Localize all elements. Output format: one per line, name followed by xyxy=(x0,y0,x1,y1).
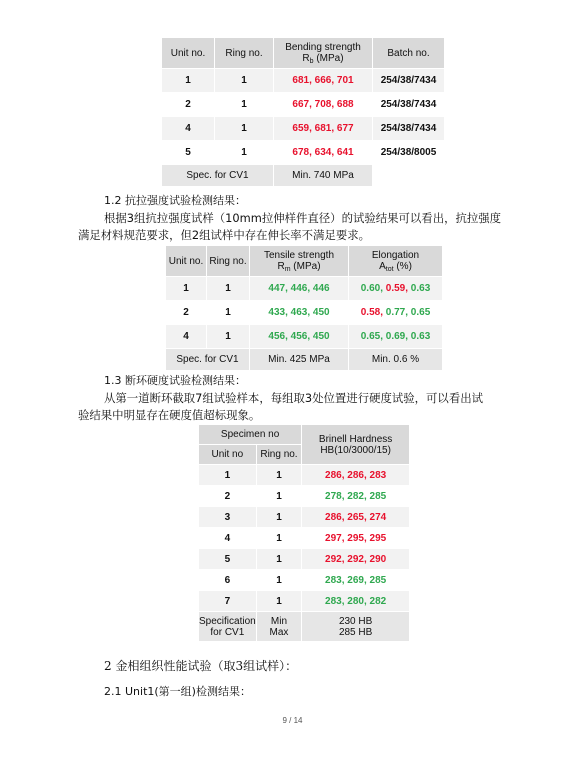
table-row xyxy=(199,486,410,507)
brinell-method: HB(10/3000/15) xyxy=(320,444,391,456)
spec-value-cell: Min. 740 MPa xyxy=(274,165,373,187)
ring-cell: 1 xyxy=(215,93,274,117)
table-row xyxy=(199,528,410,549)
ring-cell: 1 xyxy=(215,69,274,93)
section-2-1-subtitle: 2.1 Unit1(第一组)检测结果： xyxy=(104,685,251,698)
bending-unit: (MPa) xyxy=(313,52,344,64)
table-row xyxy=(166,301,443,325)
spec-row xyxy=(162,165,445,187)
header-tensile-strength xyxy=(250,246,349,277)
spec-label-cell xyxy=(199,612,257,642)
ring-cell: 1 xyxy=(256,486,302,507)
spec-empty-cell xyxy=(373,165,445,187)
unit-cell: 1 xyxy=(166,277,207,301)
tensile-title: Tensile strength xyxy=(263,249,335,261)
ring-cell: 1 xyxy=(256,591,302,612)
unit-cell: 4 xyxy=(199,528,257,549)
hardness-values-cell: 286, 265, 274 xyxy=(302,507,410,528)
section-1-2-line2: 满足材料规范要求，但2组试样中存在伸长率不满足要求。 xyxy=(78,228,371,242)
batch-cell: 254/38/7434 xyxy=(373,117,445,141)
unit-cell: 2 xyxy=(162,93,215,117)
header-ring-no: Ring no. xyxy=(215,38,274,69)
tensile-strength-table xyxy=(165,245,443,371)
header-brinell-hardness xyxy=(302,425,410,465)
spec-label-cell: Spec. for CV1 xyxy=(166,349,250,371)
hardness-values-cell: 286, 286, 283 xyxy=(302,465,410,486)
table-row xyxy=(162,93,445,117)
elongation-value: 0.77, xyxy=(385,307,409,318)
ring-cell: 1 xyxy=(256,549,302,570)
table-row xyxy=(166,325,443,349)
elongation-value: 0.65, xyxy=(360,331,383,342)
unit-cell: 7 xyxy=(199,591,257,612)
ring-cell: 1 xyxy=(207,325,250,349)
elongation-value: 0.58, xyxy=(360,307,383,318)
unit-cell: 5 xyxy=(162,141,215,165)
unit-cell: 6 xyxy=(199,570,257,591)
unit-cell: 1 xyxy=(199,465,257,486)
elongation-value: 0.59, xyxy=(385,283,409,294)
elongation-unit: (%) xyxy=(393,260,412,272)
bending-values-cell: 659, 681, 677 xyxy=(274,117,373,141)
elongation-symbol: A xyxy=(379,260,386,272)
elongation-value: 0.60, xyxy=(360,283,383,294)
min-label: Min xyxy=(270,615,288,627)
ring-cell: 1 xyxy=(215,117,274,141)
ring-cell: 1 xyxy=(256,465,302,486)
header-ring-no: Ring no. xyxy=(207,246,250,277)
header-unit-no: Unit no. xyxy=(166,246,207,277)
table-row xyxy=(166,277,443,301)
batch-cell: 254/38/7434 xyxy=(373,93,445,117)
batch-cell: 254/38/7434 xyxy=(373,69,445,93)
elongation-value: 0.69, xyxy=(385,331,409,342)
table-row xyxy=(162,141,445,165)
tensile-unit: (MPa) xyxy=(290,260,321,272)
unit-cell: 4 xyxy=(166,325,207,349)
table-row xyxy=(199,507,410,528)
brinell-hardness-table xyxy=(198,424,410,642)
unit-cell: 3 xyxy=(199,507,257,528)
spec-label-line2: for CV1 xyxy=(210,626,245,638)
batch-cell: 254/38/8005 xyxy=(373,141,445,165)
table-row xyxy=(199,549,410,570)
tensile-symbol: R xyxy=(277,260,285,272)
elongation-title: Elongation xyxy=(371,249,420,261)
section-1-3-line2: 验结果中明显存在硬度值超标现象。 xyxy=(78,408,261,422)
elongation-values-cell xyxy=(349,301,443,325)
spec-row xyxy=(199,612,410,642)
elongation-values-cell xyxy=(349,277,443,301)
header-bending-strength xyxy=(274,38,373,69)
spec-minmax-labels-cell xyxy=(256,612,302,642)
bending-symbol: R xyxy=(302,52,310,64)
spec-label-line1: Specification xyxy=(199,615,256,627)
header-elongation xyxy=(349,246,443,277)
bending-strength-table xyxy=(161,37,445,187)
max-value: 285 HB xyxy=(338,626,373,638)
elongation-value: 0.63 xyxy=(410,331,431,342)
elongation-value: 0.65 xyxy=(410,307,431,318)
section-1-2-line1: 根据3组抗拉强度试样（10mm拉伸样件直径）的试验结果可以看出，抗拉强度 xyxy=(104,211,502,225)
header-unit-no: Unit no xyxy=(199,445,257,465)
ring-cell: 1 xyxy=(256,507,302,528)
unit-cell: 1 xyxy=(162,69,215,93)
tensile-values-cell: 447, 446, 446 xyxy=(250,277,349,301)
ring-cell: 1 xyxy=(256,528,302,549)
tensile-values-cell: 433, 463, 450 xyxy=(250,301,349,325)
bending-values-cell: 678, 634, 641 xyxy=(274,141,373,165)
unit-cell: 4 xyxy=(162,117,215,141)
hardness-values-cell: 297, 295, 295 xyxy=(302,528,410,549)
tensile-values-cell: 456, 456, 450 xyxy=(250,325,349,349)
brinell-title: Brinell Hardness xyxy=(318,433,393,445)
spec-elongation-cell: Min. 0.6 % xyxy=(349,349,443,371)
unit-cell: 2 xyxy=(199,486,257,507)
tensile-subscript: m xyxy=(284,265,291,273)
section-1-3-title: 1.3 断环硬度试验检测结果： xyxy=(104,374,246,387)
spec-minmax-values-cell xyxy=(302,612,410,642)
ring-cell: 1 xyxy=(256,570,302,591)
hardness-values-cell: 283, 269, 285 xyxy=(302,570,410,591)
unit-cell: 5 xyxy=(199,549,257,570)
ring-cell: 1 xyxy=(207,301,250,325)
section-1-2-title: 1.2 抗拉强度试验检测结果： xyxy=(104,194,246,207)
ring-cell: 1 xyxy=(207,277,250,301)
bending-values-cell: 681, 666, 701 xyxy=(274,69,373,93)
hardness-values-cell: 283, 280, 282 xyxy=(302,591,410,612)
table-row xyxy=(162,69,445,93)
spec-label-cell: Spec. for CV1 xyxy=(162,165,274,187)
unit-cell: 2 xyxy=(166,301,207,325)
header-ring-no: Ring no. xyxy=(256,445,302,465)
section-2-title: 2 金相组织性能试验（取3组试样）： xyxy=(104,659,298,673)
table-row xyxy=(199,465,410,486)
table-row xyxy=(199,591,410,612)
ring-cell: 1 xyxy=(215,141,274,165)
spec-tensile-cell: Min. 425 MPa xyxy=(250,349,349,371)
section-1-3-line1: 从第一道断环截取7组试验样本，每组取3处位置进行硬度试验，可以看出试 xyxy=(104,391,483,405)
bending-subscript: b xyxy=(309,57,314,65)
header-batch-no: Batch no. xyxy=(373,38,445,69)
header-unit-no: Unit no. xyxy=(162,38,215,69)
bending-title: Bending strength xyxy=(285,41,361,53)
bending-values-cell: 667, 708, 688 xyxy=(274,93,373,117)
hardness-values-cell: 292, 292, 290 xyxy=(302,549,410,570)
elongation-values-cell xyxy=(349,325,443,349)
elongation-subscript: tot xyxy=(385,265,394,273)
max-label: Max xyxy=(269,626,289,638)
page-number: 9 / 14 xyxy=(282,716,303,725)
min-value: 230 HB xyxy=(338,615,373,627)
table-row xyxy=(199,570,410,591)
header-specimen-no: Specimen no xyxy=(199,425,302,445)
hardness-values-cell: 278, 282, 285 xyxy=(302,486,410,507)
elongation-value: 0.63 xyxy=(410,283,431,294)
spec-row xyxy=(166,349,443,371)
table-row xyxy=(162,117,445,141)
